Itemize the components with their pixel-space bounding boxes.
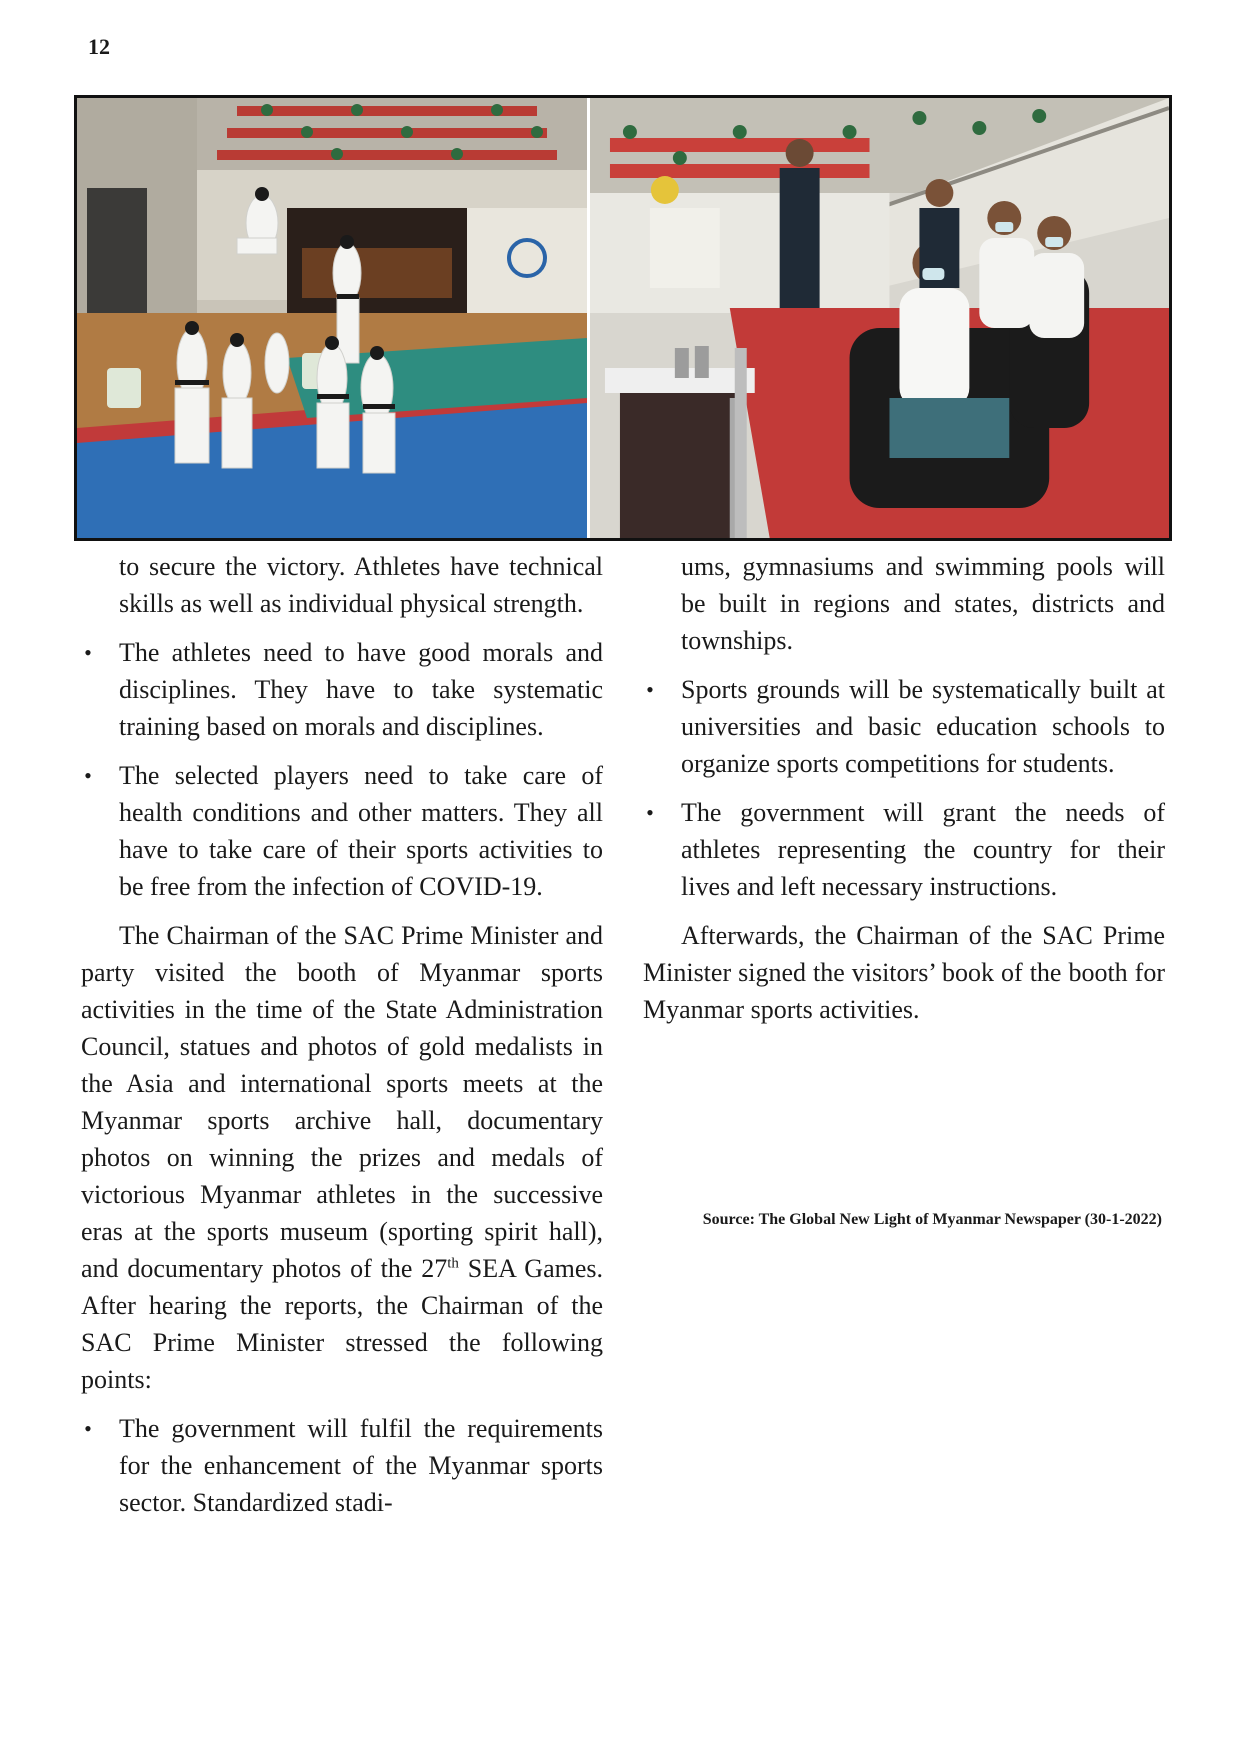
bullet-glyph: • bbox=[646, 677, 654, 702]
bullet-text: The athletes need to have good morals and disciplines. They have to take systematic training based on morals and disciplines. bbox=[119, 638, 603, 741]
source-citation: Source: The Global New Light of Myanmar Newspaper (30-1-2022) bbox=[702, 1211, 1162, 1228]
bullet-text: Sports grounds will be systematically built at universities and basic education schools to organize sports competitions for students. bbox=[681, 675, 1165, 778]
bullet-glyph: • bbox=[84, 763, 92, 788]
bullet-glyph: • bbox=[84, 640, 92, 665]
list-item bbox=[81, 1410, 603, 1521]
officials-watching-photo bbox=[590, 98, 1169, 538]
visit-paragraph-text-b: SEA Games. After hearing the reports, the Chairman of the SAC Prime Minister stressed the following points: bbox=[81, 1254, 603, 1394]
bullet-text: The selected players need to take care of health conditions and other matters. They all have to take care of their sports activities to be free from the infection of COVID-19. bbox=[119, 761, 603, 901]
right-column bbox=[643, 548, 1165, 1028]
photo-strip bbox=[74, 95, 1172, 541]
left-column bbox=[81, 548, 603, 1521]
visit-paragraph-text-a: The Chairman of the SAC Prime Minister and party visited the booth of Myanmar sports activities in the time of the State Administration Council, statues and photos of gold medalists in the Asia and international sports meets at the Myanmar sports archive hall, documentary photos on winning the prizes and medals of victorious Myanmar athletes in the successive eras at the sports museum (sporting spirit hall), and documentary photos of the 27 bbox=[81, 921, 603, 1283]
left-bullet-list-2 bbox=[81, 1410, 603, 1521]
list-item bbox=[643, 794, 1165, 905]
page-number: 12 bbox=[88, 34, 110, 59]
taekwondo-demonstration-photo bbox=[77, 98, 590, 538]
visit-paragraph bbox=[81, 917, 603, 1398]
right-bullet-list bbox=[643, 671, 1165, 905]
left-continuation-text: to secure the victory. Athletes have technical skills as well as individual physical strength. bbox=[119, 552, 603, 618]
signing-paragraph: Afterwards, the Chairman of the SAC Prime Minister signed the visitors’ book of the booth for Myanmar sports activities. bbox=[643, 921, 1165, 1024]
bullet-text: The government will fulfil the requirements for the enhancement of the Myanmar sports sector. Standardized stadi- bbox=[119, 1414, 603, 1517]
list-item bbox=[81, 634, 603, 745]
ordinal-suffix: th bbox=[447, 1255, 459, 1272]
bullet-text: The government will grant the needs of athletes representing the country for their lives and left necessary instructions. bbox=[681, 798, 1165, 901]
bullet-glyph: • bbox=[646, 800, 654, 825]
bullet-glyph: • bbox=[84, 1416, 92, 1441]
list-item bbox=[81, 757, 603, 905]
list-item bbox=[643, 671, 1165, 782]
right-continuation-text: ums, gymnasiums and swimming pools will be built in regions and states, districts and townships. bbox=[681, 552, 1165, 655]
left-bullet-list bbox=[81, 634, 603, 905]
